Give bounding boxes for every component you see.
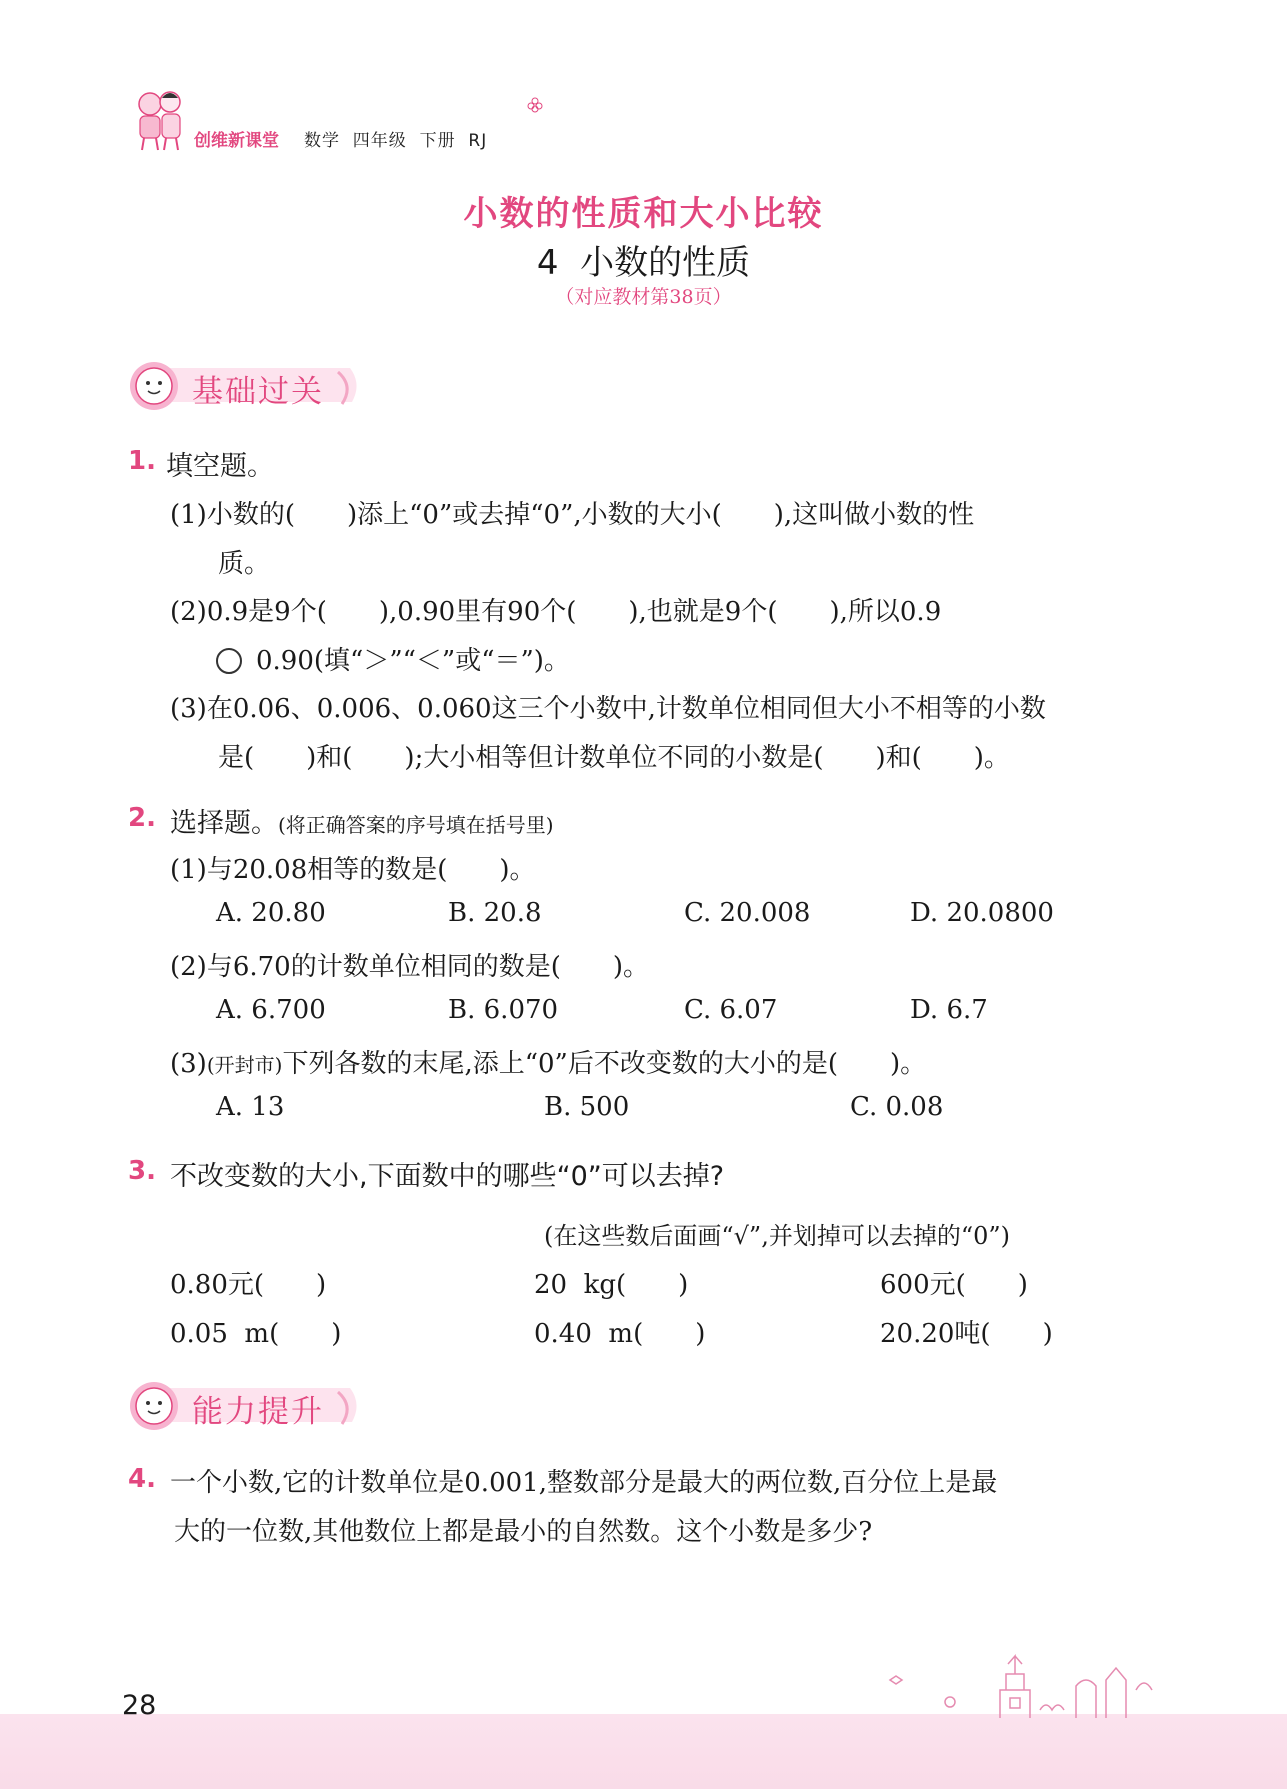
answer-circle[interactable] xyxy=(216,648,242,674)
question-title-2 xyxy=(170,801,554,840)
q2-p2-option-a[interactable]: A. 6.700 xyxy=(216,995,326,1025)
q3-item-2[interactable]: 20 kg( ) xyxy=(534,1270,689,1300)
q2-p3-option-a[interactable]: A. 13 xyxy=(216,1092,285,1122)
q2-p1-option-d[interactable]: D. 20.0800 xyxy=(910,898,1054,928)
q3-item-4[interactable]: 0.05 m( ) xyxy=(170,1319,342,1349)
q2-p1-option-b[interactable]: B. 20.8 xyxy=(448,898,542,928)
section-label-basic: 基础过关 xyxy=(192,374,324,410)
lesson-title: 4 小数的性质 xyxy=(536,243,751,283)
q2-p2-option-d[interactable]: D. 6.7 xyxy=(910,995,988,1025)
q1-part3-line1: (3)在0.06、0.006、0.060这三个小数中,计数单位相同但大小不相等的小数 xyxy=(170,694,1046,724)
q2-p3-option-c[interactable]: C. 0.08 xyxy=(850,1092,944,1122)
q3-item-1[interactable]: 0.80元( ) xyxy=(170,1270,327,1300)
q3-item-5[interactable]: 0.40 m( ) xyxy=(534,1319,706,1349)
q2-part1: (1)与20.08相等的数是( )。 xyxy=(170,855,536,885)
question-number-3: 3. xyxy=(128,1156,156,1186)
question-number-2: 2. xyxy=(128,803,156,833)
q2-part3-text: 下列各数的末尾,添上“0”后不改变数的大小的是( )。 xyxy=(282,1049,927,1079)
q2-p1-option-a[interactable]: A. 20.80 xyxy=(216,898,326,928)
q2-p2-option-c[interactable]: C. 6.07 xyxy=(684,995,778,1025)
q2-p2-option-b[interactable]: B. 6.070 xyxy=(448,995,559,1025)
q1-part1-line1: (1)小数的( )添上“0”或去掉“0”,小数的大小( ),这叫做小数的性 xyxy=(170,500,975,530)
section-banner-basic xyxy=(128,358,368,414)
q3-item-3[interactable]: 600元( ) xyxy=(880,1270,1028,1300)
q1-part3-line2: 是( )和( );大小相等但计数单位不同的小数是( )和( )。 xyxy=(218,743,1010,773)
q2-part2: (2)与6.70的计数单位相同的数是( )。 xyxy=(170,952,650,982)
section-banner-advanced xyxy=(128,1378,368,1434)
castle-decoration-icon xyxy=(880,1650,1170,1720)
q3-item-6[interactable]: 20.20吨( ) xyxy=(880,1319,1053,1349)
page-header xyxy=(128,86,688,156)
q1-part2-line1: (2)0.9是9个( ),0.90里有90个( ),也就是9个( ),所以0.9 xyxy=(170,597,942,627)
question-note-2: (将正确答案的序号填在括号里) xyxy=(278,813,554,837)
q4-line1: 一个小数,它的计数单位是0.001,整数部分是最大的两位数,百分位上是最 xyxy=(170,1468,998,1498)
q2-p3-option-b[interactable]: B. 500 xyxy=(544,1092,630,1122)
page-number: 28 xyxy=(122,1690,157,1721)
footer-band xyxy=(0,1714,1287,1789)
q4-line2: 大的一位数,其他数位上都是最小的自然数。这个小数是多少? xyxy=(174,1517,873,1547)
q2-part3-source: (开封市) xyxy=(206,1053,283,1077)
brand-name: 创维新课堂 xyxy=(194,131,279,151)
question-title-2-text: 选择题。 xyxy=(170,808,278,839)
q3-instruction: (在这些数后面画“√”,并划掉可以去掉的“0”) xyxy=(544,1222,1010,1250)
kids-mascot-icon xyxy=(128,86,192,152)
q2-part3 xyxy=(170,1043,926,1080)
q1-part2-line2-text: 0.90(填“＞”“＜”或“＝”)。 xyxy=(256,646,570,676)
unit-title: 小数的性质和大小比较 xyxy=(463,194,824,234)
q2-part3-prefix: (3) xyxy=(170,1049,207,1079)
flower-icon xyxy=(526,96,544,114)
question-number-1: 1. xyxy=(128,446,156,476)
book-info: 数学 四年级 下册 RJ xyxy=(304,131,488,151)
q1-part2-line2 xyxy=(216,640,570,677)
section-label-advanced: 能力提升 xyxy=(192,1394,324,1430)
q2-p1-option-c[interactable]: C. 20.008 xyxy=(684,898,811,928)
question-title-1: 填空题。 xyxy=(166,451,274,482)
q1-part1-line2: 质。 xyxy=(218,549,271,579)
question-title-3: 不改变数的大小,下面数中的哪些“0”可以去掉? xyxy=(170,1161,725,1192)
textbook-reference: （对应教材第38页） xyxy=(555,286,732,308)
question-number-4: 4. xyxy=(128,1464,156,1494)
